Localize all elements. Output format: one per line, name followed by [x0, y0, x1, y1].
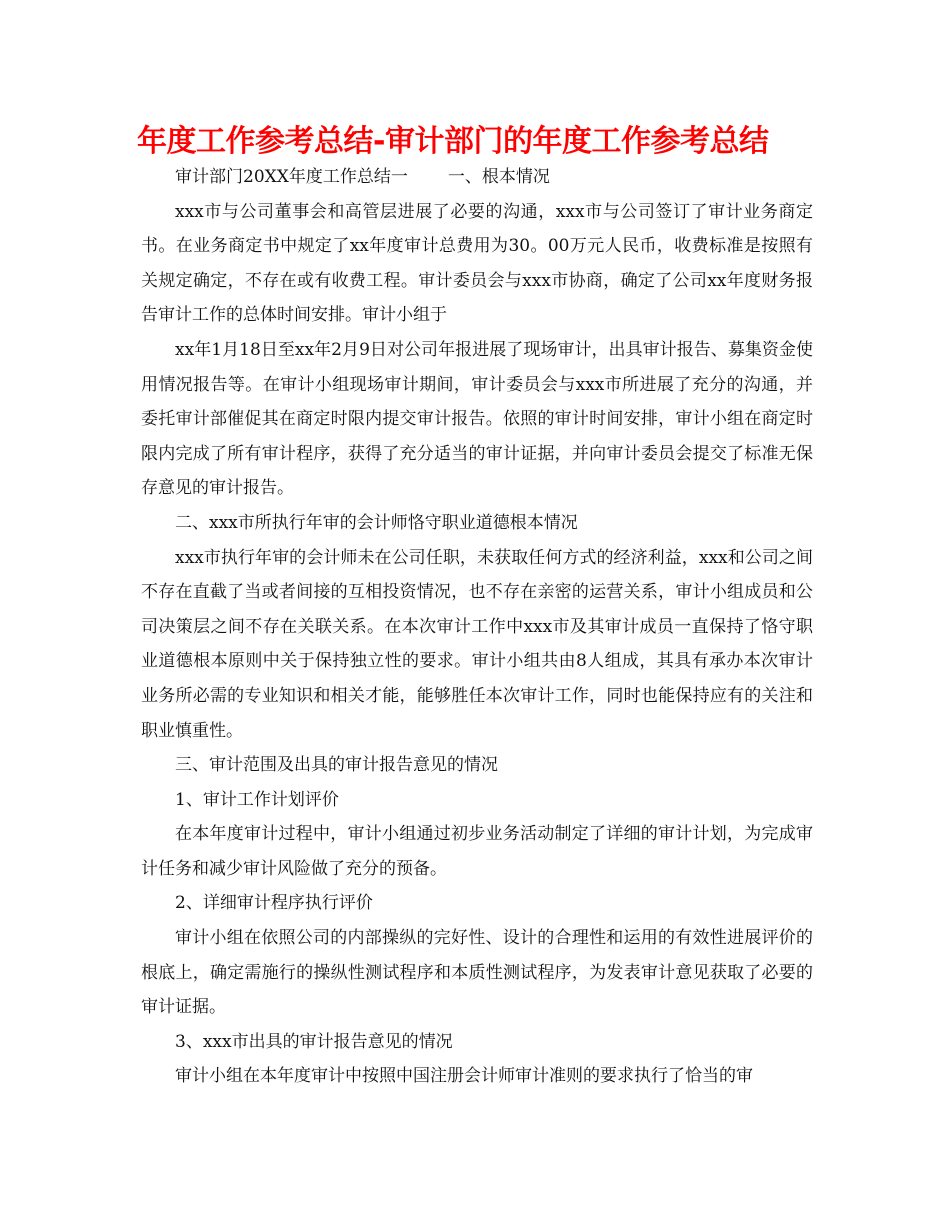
- paragraph-basic-situation: xxx市与公司董事会和高管层进展了必要的沟通，xxx市与公司签订了审计业务商定书。在业务商定书中规定了xx年度审计总费用为30。00万元人民币，收费标准是按照有关规定确定，不存在或有收费工程。审计委员会与xxx市协商，确定了公司xx年度财务报告审计工作的总体时间安排。审计小组于: [141, 201, 813, 326]
- section-heading-ethics: 二、xxx市所执行年审的会计师恪守职业道德根本情况: [175, 512, 578, 533]
- paragraph-onsite-audit: xx年1月18日至xx年2月9日对公司年报进展了现场审计，出具审计报告、募集资金使用情况报告等。在审计小组现场审计期间，审计委员会与xxx市所进展了充分的沟通，并委托审计部催促其在商定时限内提交审计报告。依照的审计时间安排，审计小组在商定时限内完成了所有审计程序，获得了充分适当的审计证据，并向审计委员会提交了标准无保存意见的审计报告。: [141, 339, 813, 499]
- paragraph-report-opinion: 审计小组在本年度审计中按照中国注册会计师审计准则的要求执行了恰当的审: [175, 1066, 753, 1087]
- section-heading-scope: 三、审计范围及出具的审计报告意见的情况: [175, 755, 498, 776]
- document-page: [137, 118, 813, 1094]
- subtitle-right: 一、根本情况: [447, 167, 550, 187]
- paragraph-ethics: xxx市执行年审的会计师未在公司任职，未获取任何方式的经济利益，xxx和公司之间不存在直截了当或者间接的互相投资情况，也不存在亲密的运营关系，审计小组成员和公司决策层之间不存在关联关系。在本次审计工作中xxx市及其审计成员一直保持了恪守职业道德根本原则中关于保持独立性的要求。审计小组共由8人组成，其具有承办本次审计业务所必需的专业知识和相关才能，能够胜任本次审计工作，同时也能保持应有的关注和职业慎重性。: [141, 547, 813, 741]
- subheading-report-opinion: 3、xxx市出具的审计报告意见的情况: [175, 1031, 453, 1052]
- subtitle-left: 审计部门20XX年度工作总结一: [175, 167, 408, 187]
- paragraph-plan-evaluation: 在本年度审计过程中，审计小组通过初步业务活动制定了详细的审计计划，为完成审计任务和减少审计风险做了充分的预备。: [141, 824, 813, 879]
- subheading-procedure-evaluation: 2、详细审计程序执行评价: [175, 893, 373, 914]
- document-title: 年度工作参考总结-审计部门的年度工作参考总结: [137, 124, 769, 159]
- subheading-plan-evaluation: 1、审计工作计划评价: [175, 789, 339, 810]
- paragraph-procedure-evaluation: 审计小组在依照公司的内部操纵的完好性、设计的合理性和运用的有效性进展评价的根底上，确定需施行的操纵性测试程序和本质性测试程序，为发表审计意见获取了必要的审计证据。: [141, 928, 813, 1018]
